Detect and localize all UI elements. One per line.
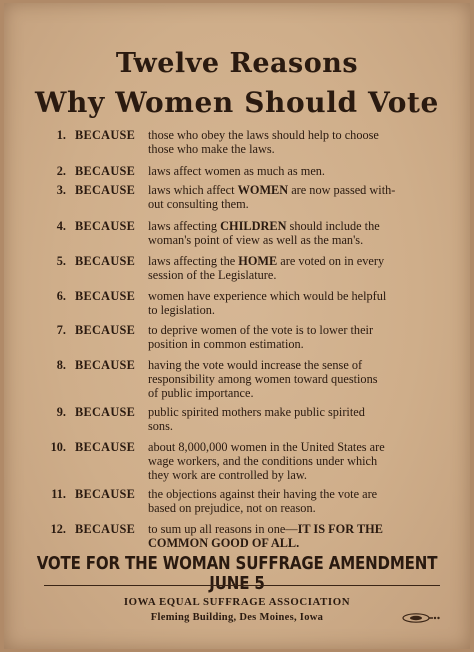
printers-union-bug-icon xyxy=(400,612,440,624)
reason-line: laws affecting the HOME are voted on in every xyxy=(148,254,385,268)
reason-number: 6. xyxy=(56,289,66,303)
reason-keyword: BECAUSE xyxy=(75,164,136,178)
reason-line: about 8,000,000 women in the United States are xyxy=(148,440,385,454)
reason-keyword: BECAUSE xyxy=(75,405,136,419)
reason-number: 1. xyxy=(56,128,66,142)
reason-text xyxy=(148,183,442,211)
reason-number: 12. xyxy=(50,522,66,536)
title-line-1: Twelve Reasons xyxy=(115,48,359,79)
divider-rule xyxy=(44,585,440,586)
reason-number: 5. xyxy=(56,254,66,268)
reason-line: to deprive women of the vote is to lower their xyxy=(148,323,374,337)
reason-text xyxy=(148,128,442,156)
reason-text xyxy=(148,323,442,351)
reason-text xyxy=(148,487,442,515)
reason-keyword: BECAUSE xyxy=(75,522,136,536)
reason-line: laws affect women as much as men. xyxy=(148,164,325,178)
reason-number: 11. xyxy=(51,487,66,501)
reason-line: those who obey the laws should help to choose xyxy=(148,128,379,142)
reason-line: having the vote would increase the sense of xyxy=(148,358,363,372)
reason-text xyxy=(148,254,442,282)
reason-keyword: BECAUSE xyxy=(75,254,136,268)
reason-line: they work are controlled by law. xyxy=(148,468,308,482)
reason-text xyxy=(148,522,442,550)
reason-number: 7. xyxy=(56,323,66,337)
reason-keyword: BECAUSE xyxy=(75,128,136,142)
reason-text xyxy=(148,289,442,317)
reason-line: those who make the laws. xyxy=(148,142,275,156)
title-line-2: Why Women Should Vote xyxy=(35,86,439,119)
reason-line: session of the Legislature. xyxy=(148,268,277,282)
reason-line: COMMON GOOD OF ALL. xyxy=(148,536,300,550)
reason-keyword: BECAUSE xyxy=(75,323,136,337)
reason-line: position in common estimation. xyxy=(148,337,304,351)
reason-line: laws affecting CHILDREN should include the xyxy=(148,219,380,233)
reason-line: the objections against their having the vote are xyxy=(148,487,378,501)
reason-keyword: BECAUSE xyxy=(75,219,136,233)
reason-line: out consulting them. xyxy=(148,197,249,211)
slogan: VOTE FOR THE WOMAN SUFFRAGE AMENDMENT JUNE 5 xyxy=(36,554,438,594)
reason-text xyxy=(148,164,442,178)
reason-line: responsibility among women toward questions xyxy=(148,372,378,386)
reason-text xyxy=(148,219,442,247)
reason-number: 4. xyxy=(56,219,66,233)
reason-line: to legislation. xyxy=(148,303,215,317)
reason-line: women have experience which would be helpful xyxy=(148,289,387,303)
organization-name: IOWA EQUAL SUFFRAGE ASSOCIATION xyxy=(123,596,351,608)
reason-line: laws which affect WOMEN are now passed with- xyxy=(148,183,396,197)
reason-line: of public importance. xyxy=(148,386,254,400)
reason-number: 10. xyxy=(50,440,66,454)
reason-keyword: BECAUSE xyxy=(75,183,136,197)
reason-keyword: BECAUSE xyxy=(75,487,136,501)
reason-line: public spirited mothers make public spirited xyxy=(148,405,365,419)
reason-keyword: BECAUSE xyxy=(75,289,136,303)
reason-line: sons. xyxy=(148,419,173,433)
reason-number: 2. xyxy=(56,164,66,178)
reason-number: 3. xyxy=(56,183,66,197)
reason-line: to sum up all reasons in one—IT IS FOR THE xyxy=(148,522,383,536)
reason-number: 9. xyxy=(56,405,66,419)
reason-text xyxy=(148,358,442,400)
organization-address: Fleming Building, Des Moines, Iowa xyxy=(150,612,324,623)
reason-line: woman's point of view as well as the man's. xyxy=(148,233,364,247)
reason-keyword: BECAUSE xyxy=(75,358,136,372)
reason-number: 8. xyxy=(56,358,66,372)
reason-line: based on prejudice, not on reason. xyxy=(148,501,316,515)
reason-text xyxy=(148,405,442,433)
reason-keyword: BECAUSE xyxy=(75,440,136,454)
reason-text xyxy=(148,440,442,482)
reason-line: wage workers, and the conditions under which xyxy=(148,454,378,468)
